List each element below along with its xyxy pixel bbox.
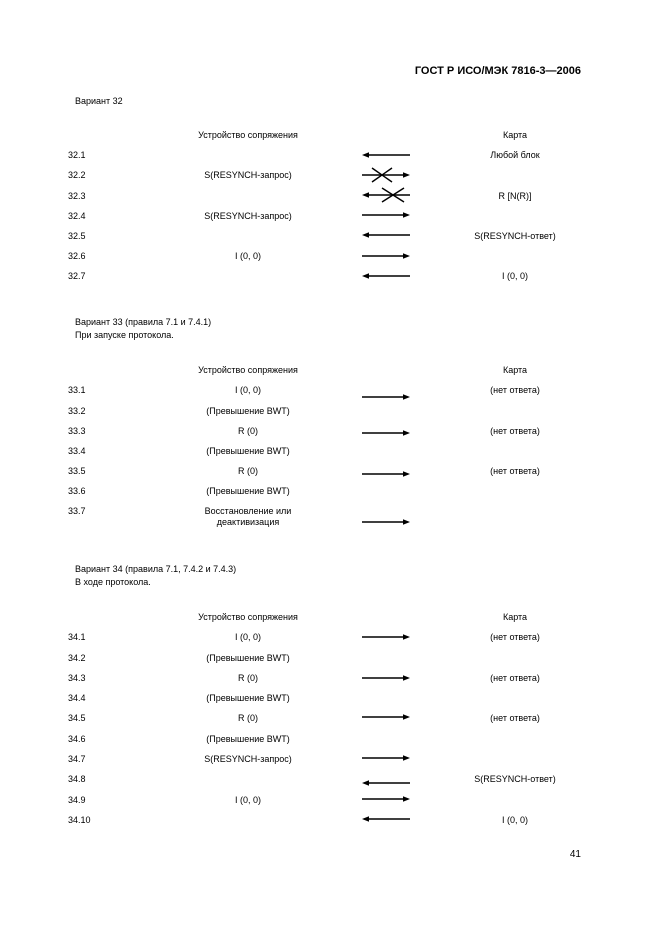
card-message: I (0, 0) bbox=[501, 815, 529, 825]
row-number: 34.1 bbox=[68, 632, 86, 642]
variant-34-title: Вариант 34 (правила 7.1, 7.4.2 и 7.4.3) bbox=[75, 564, 237, 574]
row-number: 33.2 bbox=[68, 406, 86, 416]
crossed-arrow-right bbox=[358, 167, 414, 183]
row-number: 33.5 bbox=[68, 466, 86, 476]
device-message: R (0) bbox=[238, 466, 258, 476]
row-number: 33.4 bbox=[68, 446, 86, 456]
card-message: (нет ответа) bbox=[490, 466, 540, 476]
device-message: (Превышение BWT) bbox=[206, 653, 290, 663]
device-message: (Превышение BWT) bbox=[206, 693, 290, 703]
arrow-left bbox=[358, 268, 414, 284]
row-number: 33.3 bbox=[68, 426, 86, 436]
row-number: 32.2 bbox=[68, 170, 86, 180]
arrow-right bbox=[358, 629, 414, 645]
row-number: 34.7 bbox=[68, 754, 86, 764]
arrow-left bbox=[358, 811, 414, 827]
arrow-right bbox=[358, 709, 414, 725]
device-message: I (0, 0) bbox=[234, 795, 262, 805]
variant-34-subtitle: В ходе протокола. bbox=[75, 577, 151, 587]
page-number: 41 bbox=[569, 849, 581, 860]
row-number: 34.8 bbox=[68, 774, 86, 784]
variant-32-title: Вариант 32 bbox=[75, 96, 123, 106]
arrow-right bbox=[358, 750, 414, 766]
row-number: 32.3 bbox=[68, 191, 86, 201]
arrow-right bbox=[358, 670, 414, 686]
device-message: (Превышение BWT) bbox=[206, 446, 290, 456]
arrow-right bbox=[358, 791, 414, 807]
arrow-right bbox=[358, 466, 414, 482]
v33-card-column-header: Карта bbox=[502, 365, 528, 375]
arrow-right bbox=[358, 425, 414, 441]
device-message: I (0, 0) bbox=[234, 385, 262, 395]
row-number: 34.3 bbox=[68, 673, 86, 683]
arrow-right bbox=[358, 514, 414, 530]
device-message: S(RESYNCH-запрос) bbox=[204, 754, 292, 764]
device-message: (Превышение BWT) bbox=[206, 406, 290, 416]
row-number: 32.4 bbox=[68, 211, 86, 221]
card-message: R [N(R)] bbox=[498, 191, 532, 201]
arrow-right bbox=[358, 248, 414, 264]
row-number: 32.6 bbox=[68, 251, 86, 261]
card-message: (нет ответа) bbox=[490, 632, 540, 642]
device-message-line-1: Восстановление или bbox=[204, 506, 292, 516]
v33-device-column-header: Устройство сопряжения bbox=[198, 365, 298, 375]
device-message: R (0) bbox=[238, 713, 258, 723]
row-number: 34.2 bbox=[68, 653, 86, 663]
device-message: (Превышение BWT) bbox=[206, 734, 290, 744]
document-header: ГОСТ Р ИСО/МЭК 7816-3—2006 bbox=[414, 65, 581, 77]
arrow-left bbox=[358, 147, 414, 163]
crossed-arrow-left bbox=[358, 187, 414, 203]
device-message: R (0) bbox=[238, 426, 258, 436]
row-number: 33.1 bbox=[68, 385, 86, 395]
device-message: (Превышение BWT) bbox=[206, 486, 290, 496]
v32-device-column-header: Устройство сопряжения bbox=[198, 130, 298, 140]
arrow-right bbox=[358, 207, 414, 223]
v34-card-column-header: Карта bbox=[502, 612, 528, 622]
row-number: 34.9 bbox=[68, 795, 86, 805]
card-message: (нет ответа) bbox=[490, 426, 540, 436]
v32-card-column-header: Карта bbox=[502, 130, 528, 140]
row-number: 34.4 bbox=[68, 693, 86, 703]
device-message: I (0, 0) bbox=[234, 632, 262, 642]
device-message: I (0, 0) bbox=[234, 251, 262, 261]
arrow-left bbox=[358, 775, 414, 791]
card-message: S(RESYNCH-ответ) bbox=[474, 774, 556, 784]
row-number: 32.1 bbox=[68, 150, 86, 160]
variant-33-subtitle: При запуске протокола. bbox=[75, 330, 174, 340]
arrow-left bbox=[358, 227, 414, 243]
device-message: S(RESYNCH-запрос) bbox=[204, 170, 292, 180]
row-number: 34.10 bbox=[68, 815, 91, 825]
row-number: 34.5 bbox=[68, 713, 86, 723]
card-message: (нет ответа) bbox=[490, 385, 540, 395]
device-message-line-2: деактивизация bbox=[216, 517, 280, 527]
row-number: 34.6 bbox=[68, 734, 86, 744]
card-message: (нет ответа) bbox=[490, 673, 540, 683]
card-message: I (0, 0) bbox=[501, 271, 529, 281]
row-number: 33.7 bbox=[68, 506, 86, 516]
row-number: 33.6 bbox=[68, 486, 86, 496]
device-message: R (0) bbox=[238, 673, 258, 683]
card-message: (нет ответа) bbox=[490, 713, 540, 723]
arrow-right bbox=[358, 389, 414, 405]
row-number: 32.7 bbox=[68, 271, 86, 281]
card-message: S(RESYNCH-ответ) bbox=[474, 231, 556, 241]
card-message: Любой блок bbox=[490, 150, 540, 160]
v34-device-column-header: Устройство сопряжения bbox=[198, 612, 298, 622]
row-number: 32.5 bbox=[68, 231, 86, 241]
variant-33-title: Вариант 33 (правила 7.1 и 7.4.1) bbox=[75, 317, 212, 327]
device-message: S(RESYNCH-запрос) bbox=[204, 211, 292, 221]
